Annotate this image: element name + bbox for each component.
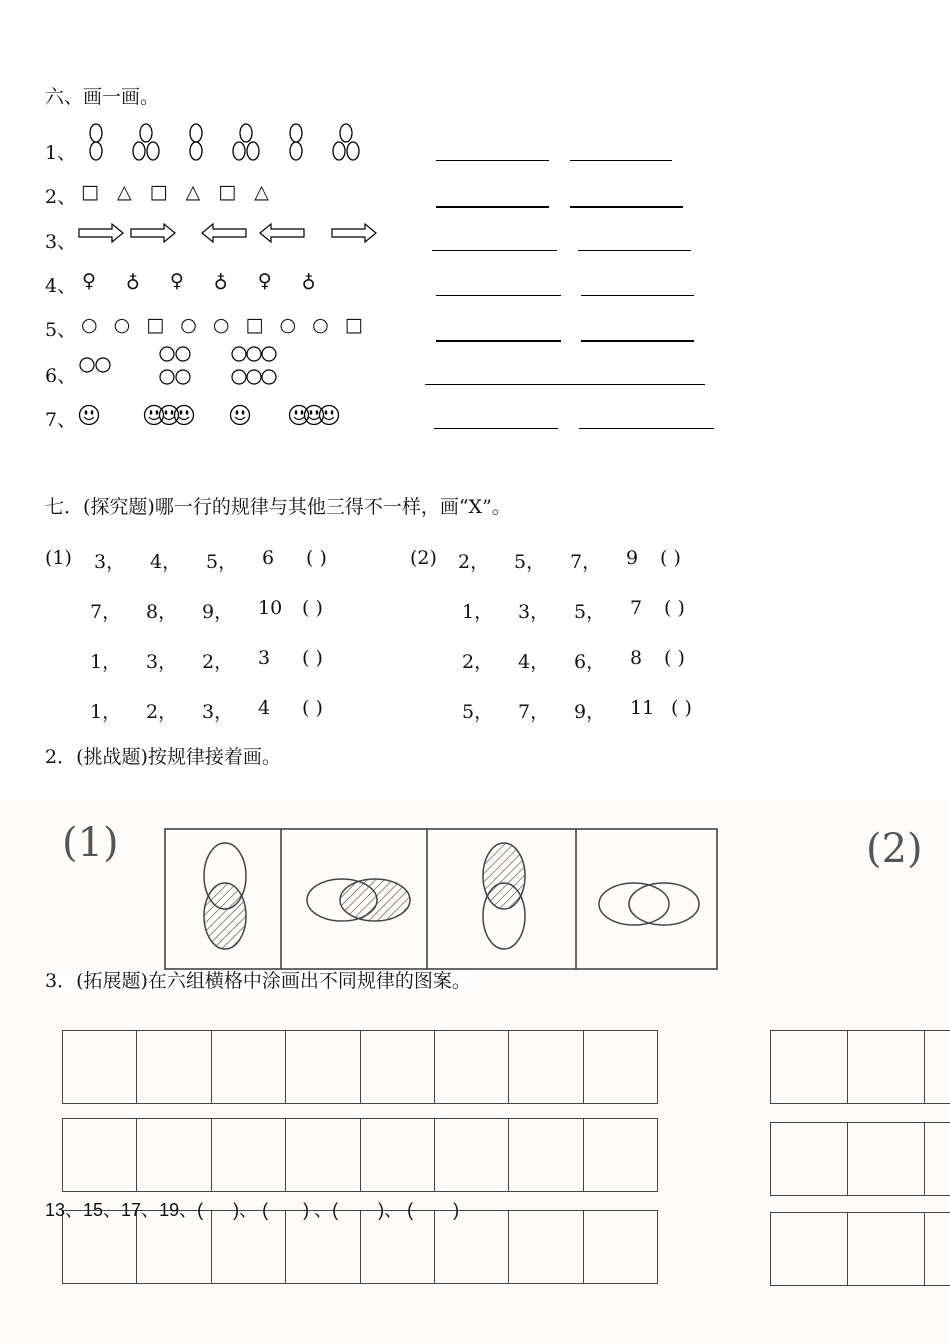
g2-r3-c2: 4， xyxy=(518,651,550,673)
row6-circle-pattern xyxy=(78,343,278,389)
answer-line-5b[interactable] xyxy=(581,340,694,342)
grid-cell[interactable] xyxy=(509,1031,583,1103)
g2-r3-c1: 2， xyxy=(462,651,494,673)
g1-r2-answer[interactable]: ( ) xyxy=(302,597,323,619)
g2-r2-c2: 3， xyxy=(518,601,550,623)
g1-r3-c3: 2， xyxy=(202,651,234,673)
g2-r4-answer[interactable]: ( ) xyxy=(671,697,692,719)
g1-r2-c3: 9， xyxy=(202,601,234,623)
row-label-4: 4、 xyxy=(45,275,77,297)
row2-symbols: □ △ □ △ □ △ xyxy=(81,181,275,203)
g1-r3-c2: 3， xyxy=(146,651,178,673)
challenge-pattern-boxes xyxy=(164,828,720,973)
row-label-2: 2、 xyxy=(45,186,77,208)
g2-r4-c4: 11 xyxy=(630,697,655,719)
grid-cell[interactable] xyxy=(584,1119,657,1191)
grid-cell[interactable] xyxy=(137,1031,211,1103)
group2-label: (2) xyxy=(410,547,437,569)
row4-symbols: ♀ ♁ ♀ ♁ ♀ ♁ xyxy=(82,270,328,292)
answer-line-7b[interactable] xyxy=(579,428,714,429)
grid-cell[interactable] xyxy=(771,1031,848,1103)
answer-line-2b[interactable] xyxy=(570,206,683,208)
sequence-question: 13、15、17、19、( )、 ( ) 、( )、 ( ) xyxy=(45,1200,460,1220)
g1-r1-c1: 3， xyxy=(94,551,126,573)
grid-cell[interactable] xyxy=(509,1119,583,1191)
answer-line-4a[interactable] xyxy=(436,295,561,296)
g2-r1-answer[interactable]: ( ) xyxy=(660,547,681,569)
grid-cell[interactable] xyxy=(509,1211,583,1283)
row3-arrow-pattern xyxy=(78,221,378,245)
row-label-5: 5、 xyxy=(45,319,77,341)
g2-r4-c3: 9， xyxy=(574,701,606,723)
answer-line-5a[interactable] xyxy=(436,340,561,342)
g1-r3-answer[interactable]: ( ) xyxy=(302,647,323,669)
g2-r3-c4: 8 xyxy=(630,647,643,669)
answer-line-6[interactable] xyxy=(425,384,705,385)
g2-r2-c1: 1， xyxy=(462,601,494,623)
grid-cell[interactable] xyxy=(137,1119,211,1191)
grid-cell[interactable] xyxy=(925,1213,950,1285)
g2-r2-answer[interactable]: ( ) xyxy=(664,597,685,619)
grid-cell[interactable] xyxy=(584,1031,657,1103)
answer-line-2a[interactable] xyxy=(436,206,549,208)
grid-cell[interactable] xyxy=(63,1119,137,1191)
g1-r3-c4: 3 xyxy=(258,647,271,669)
answer-line-3b[interactable] xyxy=(578,250,691,251)
row-label-6: 6、 xyxy=(45,365,77,387)
grid-cell[interactable] xyxy=(212,1031,286,1103)
row-label-1: 1、 xyxy=(45,142,77,164)
row7-smiley-pattern xyxy=(78,402,343,430)
grid-cell[interactable] xyxy=(925,1031,950,1103)
grid-cell[interactable] xyxy=(212,1119,286,1191)
row5-symbols: ○ ○ □ ○ ○ □ ○ ○ □ xyxy=(81,314,368,336)
g2-r1-c4: 9 xyxy=(626,547,639,569)
grid-cell[interactable] xyxy=(286,1119,360,1191)
g1-r1-c3: 5， xyxy=(206,551,238,573)
grid-cell[interactable] xyxy=(63,1031,137,1103)
grid-cell[interactable] xyxy=(584,1211,657,1283)
g2-r3-answer[interactable]: ( ) xyxy=(664,647,685,669)
answer-line-4b[interactable] xyxy=(581,295,694,296)
grid-cell[interactable] xyxy=(925,1123,950,1195)
grid-row-6[interactable] xyxy=(770,1212,950,1286)
group1-label: (1) xyxy=(45,547,72,569)
grid-row-4[interactable] xyxy=(770,1030,950,1104)
grid-cell[interactable] xyxy=(361,1119,435,1191)
answer-line-1b[interactable] xyxy=(570,160,672,161)
row-label-7: 7、 xyxy=(45,409,77,431)
g1-r4-c1: 1， xyxy=(90,701,122,723)
g2-r4-c1: 5， xyxy=(462,701,494,723)
g1-r4-c3: 3， xyxy=(202,701,234,723)
answer-line-7a[interactable] xyxy=(434,428,558,429)
section6-title: 六、画一画。 xyxy=(45,86,160,108)
grid-cell[interactable] xyxy=(286,1031,360,1103)
row1-oval-pattern xyxy=(80,120,370,166)
grid-cell[interactable] xyxy=(848,1213,925,1285)
g2-r3-c3: 6， xyxy=(574,651,606,673)
g1-r1-c4: 6 xyxy=(262,547,275,569)
g1-r2-c1: 7， xyxy=(90,601,122,623)
g1-r4-c4: 4 xyxy=(258,697,271,719)
grid-cell[interactable] xyxy=(435,1031,509,1103)
g2-r4-c2: 7， xyxy=(518,701,550,723)
g2-r2-c3: 5， xyxy=(574,601,606,623)
g1-r1-answer[interactable]: ( ) xyxy=(306,547,327,569)
answer-line-1a[interactable] xyxy=(436,160,549,161)
g1-r4-answer[interactable]: ( ) xyxy=(302,697,323,719)
row-label-3: 3、 xyxy=(45,231,77,253)
extension-title: 3．(拓展题)在六组横格中涂画出不同规律的图案。 xyxy=(45,970,471,992)
g1-r2-c2: 8， xyxy=(146,601,178,623)
challenge-label-1: (1) xyxy=(62,820,119,866)
grid-cell[interactable] xyxy=(771,1123,848,1195)
challenge-label-2: (2) xyxy=(866,826,923,872)
grid-cell[interactable] xyxy=(848,1123,925,1195)
g2-r1-c2: 5， xyxy=(514,551,546,573)
grid-row-1[interactable] xyxy=(62,1030,658,1104)
grid-cell[interactable] xyxy=(361,1031,435,1103)
g2-r1-c1: 2， xyxy=(458,551,490,573)
g1-r4-c2: 2， xyxy=(146,701,178,723)
grid-cell[interactable] xyxy=(771,1213,848,1285)
g2-r2-c4: 7 xyxy=(630,597,643,619)
answer-line-3a[interactable] xyxy=(432,250,557,251)
grid-cell[interactable] xyxy=(435,1119,509,1191)
challenge-title: 2．(挑战题)按规律接着画。 xyxy=(45,746,281,768)
g1-r1-c2: 4， xyxy=(150,551,182,573)
grid-cell[interactable] xyxy=(848,1031,925,1103)
grid-row-2[interactable] xyxy=(62,1118,658,1192)
g2-r1-c3: 7， xyxy=(570,551,602,573)
g1-r2-c4: 10 xyxy=(258,597,283,619)
grid-row-5[interactable] xyxy=(770,1122,950,1196)
g1-r3-c1: 1， xyxy=(90,651,122,673)
section7-title: 七．(探究题)哪一行的规律与其他三得不一样，画“X”。 xyxy=(45,496,511,518)
